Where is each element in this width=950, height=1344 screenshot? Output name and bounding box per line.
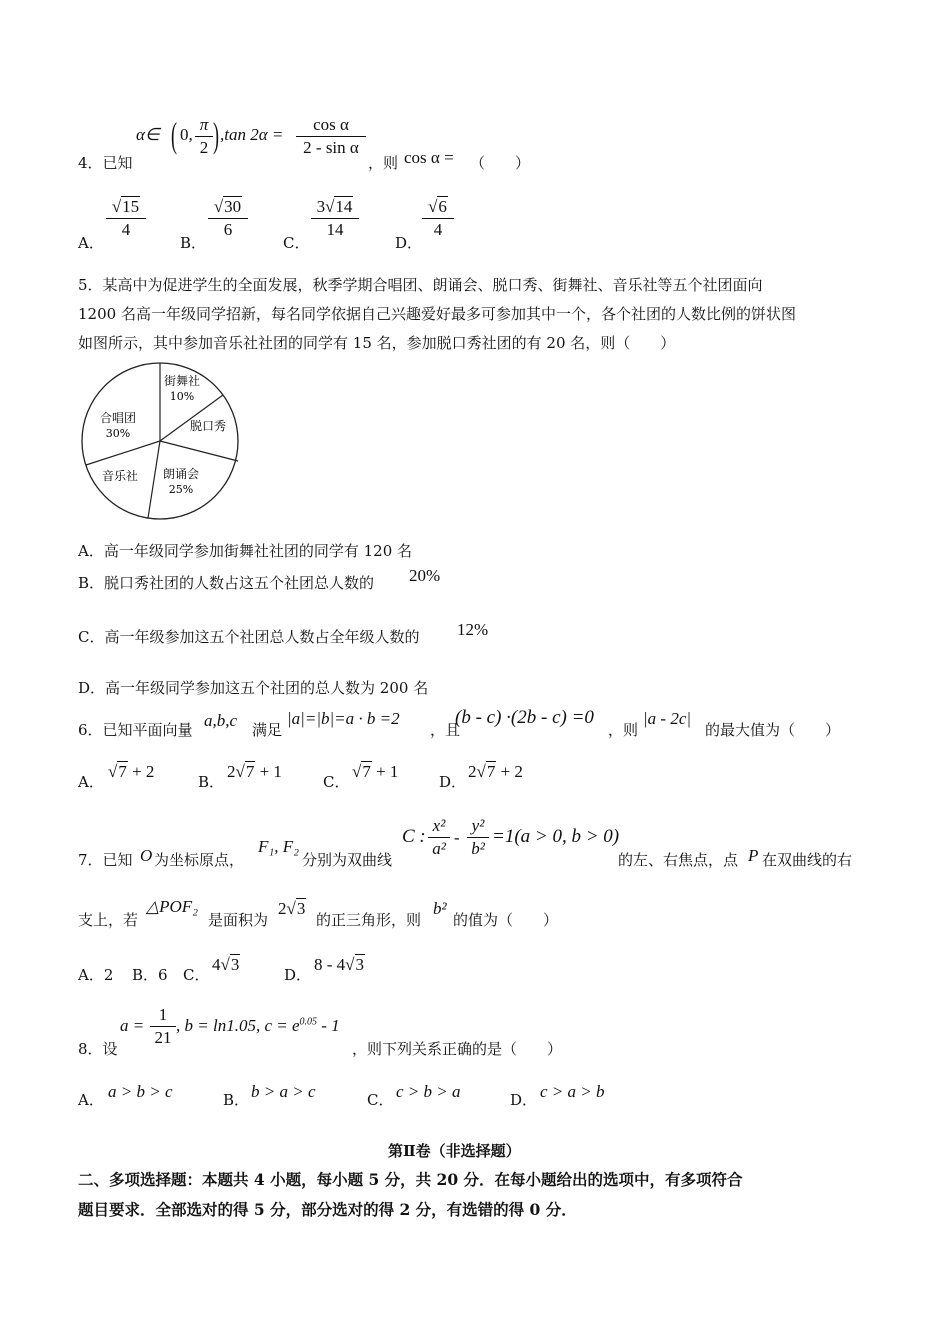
q5-line-2: 1200 名高一年级同学招新，每名同学依据自己兴趣爱好最多可参加其中一个，各个社团的人数比例的饼状图 bbox=[78, 305, 796, 323]
q4-opt-a-num: 15 bbox=[122, 197, 140, 216]
q6-vars: a,b,c bbox=[204, 711, 238, 730]
q6-prefix: 6．已知平面向量 bbox=[78, 721, 193, 739]
q8-opt-d-value: c > a > b bbox=[540, 1082, 605, 1101]
q7-part-1: 7．已知 bbox=[78, 851, 133, 869]
q5-option-b-value: 20% bbox=[409, 566, 441, 585]
q8-opt-c-label: C． bbox=[367, 1091, 394, 1109]
q4-tan-fraction bbox=[296, 115, 366, 158]
q4-right-paren: ) bbox=[213, 115, 219, 155]
q4-opt-b-den: 6 bbox=[223, 220, 233, 239]
q5-line-3: 如图所示，其中参加音乐社社团的同学有 15 名，参加脱口秀社团的有 20 名，则（ ） bbox=[78, 334, 676, 352]
q6-expression: |a - 2c| bbox=[643, 709, 692, 728]
q4-ask: cos α = bbox=[404, 148, 454, 167]
q6-then: ，则 bbox=[608, 721, 639, 739]
q7-opt-d-value: 8 - 4√3 bbox=[314, 955, 365, 974]
q7-part-4: 的左、右焦点，点 bbox=[618, 851, 739, 869]
q7-part-2: 为坐标原点， bbox=[154, 851, 245, 869]
q5-option-a: A．高一年级同学参加街舞社社团的同学有 120 名 bbox=[78, 542, 413, 560]
q6-opt-d-label: D． bbox=[439, 773, 467, 791]
q7-line2-c: 的正三角形，则 bbox=[316, 911, 422, 929]
q4-tan-lhs: ,tan 2α = bbox=[220, 125, 284, 144]
q6-condition-2: (b - c) ·(2b - c) =0 bbox=[455, 707, 594, 728]
pie-label-langsong: 朗诵会 bbox=[162, 467, 200, 481]
q4-opt-c-den: 14 bbox=[326, 220, 344, 239]
q7-line2-a: 支上，若 bbox=[78, 911, 139, 929]
q7-line2-d: 的值为（ ） bbox=[453, 911, 559, 929]
q4-opt-c-num: 14 bbox=[335, 197, 353, 216]
q7-equation-rhs: =1(a > 0, b > 0) bbox=[492, 826, 620, 847]
q4-number: 4．已知 bbox=[78, 154, 133, 172]
q4-denominator: 2 - sin α bbox=[303, 138, 359, 157]
q5-line-1: 5．某高中为促进学生的全面发展，秋季学期合唱团、朗诵会、脱口秀、街舞社、音乐社等五个社团面向 bbox=[78, 276, 763, 294]
q4-opt-a-den: 4 bbox=[121, 220, 131, 239]
q6-opt-a-label: A． bbox=[78, 773, 104, 791]
q7-part-5: 在双曲线的右 bbox=[762, 851, 853, 869]
section2-line-1: 二、多项选择题：本题共 4 小题，每小题 5 分，共 20 分．在每小题给出的选项中，有多项符合 bbox=[78, 1170, 743, 1189]
q4-opt-d-label: D． bbox=[395, 234, 423, 252]
q6-tail: 的最大值为（ ） bbox=[705, 721, 841, 739]
pie-label-hechang: 合唱团 bbox=[99, 411, 137, 425]
q8-a-eq: a = bbox=[120, 1016, 145, 1035]
q7-curve-name: C : bbox=[402, 826, 426, 847]
q4-opt-b-label: B． bbox=[180, 234, 207, 252]
q6-cond-word: 满足 bbox=[252, 721, 283, 739]
q5-option-b: B．脱口秀社团的人数占这五个社团总人数的 bbox=[78, 574, 375, 592]
q8-opt-b-label: B． bbox=[223, 1091, 250, 1109]
q7-area: 2√3 bbox=[278, 899, 306, 918]
q6-opt-a-value: √7 + 2 bbox=[108, 762, 155, 781]
q6-and: ，且 bbox=[430, 721, 461, 739]
q7-minus: - bbox=[454, 828, 460, 847]
q4-opt-a-value: √15 4 bbox=[106, 197, 146, 240]
q4-zero: 0, bbox=[180, 125, 193, 144]
q5-option-c: C．高一年级参加这五个社团总人数占全年级人数的 bbox=[78, 628, 420, 646]
q4-alpha-in: α∈ bbox=[136, 125, 160, 144]
q6-opt-b-value: 2√7 + 1 bbox=[227, 762, 282, 781]
q4-opt-d-value: √6 4 bbox=[422, 197, 454, 240]
section2-line-2: 题目要求．全部选对的得 5 分，部分选对的得 2 分，有选错的得 0 分． bbox=[78, 1200, 577, 1219]
q8-rest: , b = ln1.05, $c = e^{0.05} - 1$ bbox=[176, 1016, 340, 1035]
q5-option-d: D．高一年级同学参加这五个社团的总人数为 200 名 bbox=[78, 679, 429, 697]
q7-y-over-b: y² b² bbox=[467, 816, 489, 859]
pie-pct-jiewu: 10% bbox=[169, 390, 195, 403]
q7-b-squared: b² bbox=[433, 899, 447, 918]
q4-pi: π bbox=[199, 115, 209, 134]
q6-opt-d-value: 2√7 + 2 bbox=[468, 762, 523, 781]
section2-title: 第Ⅱ卷（非选择题） bbox=[388, 1142, 521, 1160]
q4-cos-alpha: cos α bbox=[313, 115, 349, 134]
q8-opt-d-label: D． bbox=[510, 1091, 538, 1109]
q4-opt-a-label: A． bbox=[78, 234, 104, 252]
q6-opt-c-value: √7 + 1 bbox=[352, 762, 399, 781]
q4-paren: （ ） bbox=[470, 154, 531, 172]
q4-opt-c-coef: 3 bbox=[316, 197, 326, 216]
q4-opt-d-num: 6 bbox=[438, 197, 447, 216]
q4-opt-d-den: 4 bbox=[433, 220, 443, 239]
q7-opt-a: A．2 bbox=[78, 966, 114, 984]
pie-pct-hechang: 30% bbox=[105, 427, 131, 440]
q7-opt-c-label: C． bbox=[183, 966, 210, 984]
q4-opt-b-num: 30 bbox=[224, 197, 242, 216]
q4-two: 2 bbox=[199, 138, 209, 157]
q5-option-c-value: 12% bbox=[457, 620, 489, 639]
q8-tail: ，则下列关系正确的是（ ） bbox=[352, 1040, 563, 1058]
q4-left-paren: ( bbox=[171, 115, 177, 155]
q7-opt-b: B．6 bbox=[132, 966, 168, 984]
q8-one-over-21: 1 21 bbox=[150, 1005, 176, 1048]
pie-label-yinyue: 音乐社 bbox=[101, 469, 139, 483]
q8-opt-c-value: c > b > a bbox=[396, 1082, 461, 1101]
q8-opt-b-value: b > a > c bbox=[251, 1082, 316, 1101]
q7-line2-b: 是面积为 bbox=[208, 911, 269, 929]
q4-then: ，则 bbox=[368, 154, 399, 172]
q5-pie-chart bbox=[78, 360, 243, 522]
q7-opt-d-label: D． bbox=[284, 966, 312, 984]
q8-opt-a-label: A． bbox=[78, 1091, 104, 1109]
q7-foci: F₁, F₂ bbox=[258, 837, 300, 856]
q8-opt-a-value: a > b > c bbox=[108, 1082, 173, 1101]
pie-pct-langsong: 25% bbox=[168, 483, 194, 496]
q4-opt-b-value: √30 6 bbox=[208, 197, 248, 240]
q7-origin: O bbox=[140, 846, 153, 865]
q6-opt-b-label: B． bbox=[198, 773, 225, 791]
q4-pi-over-2 bbox=[195, 115, 213, 158]
q7-x-over-a: x² a² bbox=[428, 816, 450, 859]
pie-label-tuokou: 脱口秀 bbox=[189, 419, 227, 433]
q7-opt-c-value: 4√3 bbox=[212, 955, 240, 974]
q6-condition: |a|=|b|=a · b =2 bbox=[287, 709, 400, 728]
q7-point-p: P bbox=[748, 846, 759, 865]
q4-opt-c-value: 3√14 14 bbox=[311, 197, 359, 240]
q4-opt-c-label: C． bbox=[283, 234, 310, 252]
pie-label-jiewu: 街舞社 bbox=[163, 374, 201, 388]
q8-number: 8．设 bbox=[78, 1040, 118, 1058]
q7-triangle: △POF₂ bbox=[146, 897, 199, 916]
q7-part-3: 分别为双曲线 bbox=[302, 851, 393, 869]
q8-exponent: 0.05 bbox=[299, 1016, 318, 1028]
q6-opt-c-label: C． bbox=[323, 773, 350, 791]
